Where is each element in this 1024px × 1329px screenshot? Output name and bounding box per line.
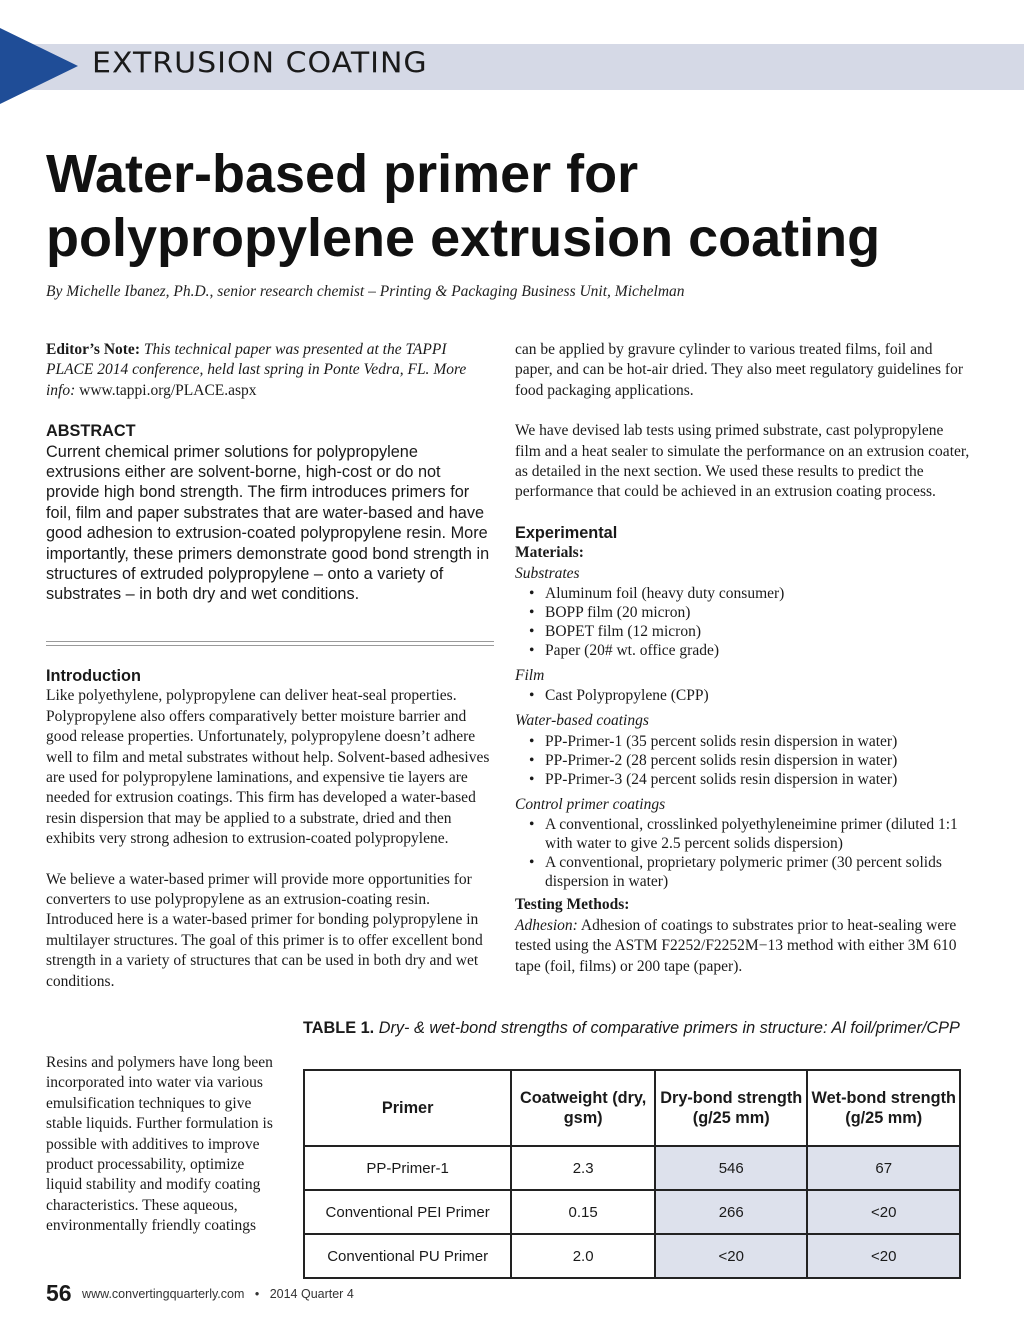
introduction-section [46, 666, 494, 992]
column-header: Coatweight (dry, gsm) [511, 1070, 655, 1146]
column-header: Primer [304, 1070, 511, 1146]
introduction-paragraph-1: Like polyethylene, polypropylene can deliver heat-seal properties. Polypropylene also offers comparatively better moisture barrier and good release properties. Unfortunately, polypropylene doesn’t adhere well to film and metal substrates without help. Solvent-based adhesives are used for polypropylene laminations, and expensive tie layers are needed for extrusion coatings. This firm has developed a water-based resin dispersion that may be applied to a substrate, dried and then exhibits very strong adhesion to extrusion-coated polypropylene. [46, 687, 490, 848]
table-row [304, 1146, 960, 1190]
editors-note [46, 340, 494, 401]
list-item: • Aluminum foil (heavy duty consumer) [545, 584, 970, 603]
table-caption-label: TABLE 1. [303, 1019, 375, 1037]
list-item: • BOPET film (12 micron) [545, 622, 970, 641]
list-item: • A conventional, proprietary polymeric primer (30 percent solids dispersion in water) [545, 853, 970, 891]
editors-note-text: This technical paper was presented at the TAPPI PLACE 2014 conference, held last spring in Ponte Vedra, FL. [46, 341, 447, 379]
list-item: • Paper (20# wt. office grade) [545, 641, 970, 660]
experimental-heading: Experimental [515, 523, 618, 542]
table-caption [303, 1018, 973, 1038]
footer-issue: 2014 Quarter 4 [269, 1286, 354, 1301]
table-caption-text: Dry- & wet-bond strengths of comparative primers in structure: Al foil/primer/CPP [378, 1019, 960, 1037]
materials-label: Materials: [515, 544, 584, 562]
control-label: Control primer coatings [515, 795, 666, 813]
more-info-label: More info: [46, 361, 467, 399]
list-item: • Cast Polypropylene (CPP) [545, 686, 970, 705]
film-label: Film [515, 667, 545, 685]
footer-site[interactable]: www.convertingquarterly.com [82, 1286, 245, 1301]
water-based-label: Water-based coatings [515, 712, 649, 730]
introduction-heading: Introduction [46, 667, 141, 685]
abstract-heading: ABSTRACT [46, 422, 136, 441]
list-item: • PP-Primer-3 (24 percent solids resin dispersion in water) [545, 770, 970, 789]
section-title: EXTRUSION COATING [92, 46, 428, 81]
adhesion-label: Adhesion: [515, 916, 578, 934]
introduction-paragraph-3: Resins and polymers have long been incorporated into water via various emulsification techniques to give stable liquids. Further formulation is possible with additives to improve product processability, optimize liquid stability and modify coating characteristics. These aqueous, environmentally friendly coatings [46, 1054, 273, 1235]
byline: By Michelle Ibanez, Ph.D., senior research chemist – Printing & Packaging Business Unit, Michelman [46, 283, 685, 300]
table-cell: PP-Primer-1 [304, 1146, 511, 1190]
adhesion-paragraph [515, 916, 970, 977]
divider [46, 641, 494, 646]
editors-note-label: Editor’s Note: [46, 341, 140, 358]
title-line-1: Water-based primer for [46, 144, 639, 204]
table-cell: <20 [807, 1234, 960, 1278]
footer-bullet: • [254, 1286, 260, 1301]
introduction-paragraph-3-block [46, 1053, 282, 1237]
bond-strength-table [303, 1069, 961, 1279]
table-cell: 266 [655, 1190, 808, 1234]
table-cell: <20 [655, 1234, 808, 1278]
table-cell: 546 [655, 1146, 808, 1190]
right-paragraph-1: can be applied by gravure cylinder to various treated films, foil and paper, and can be hot-air dried. They also meet regulatory guidelines for food packaging applications. [515, 341, 963, 399]
table-header-row [304, 1070, 960, 1146]
list-item: • PP-Primer-1 (35 percent solids resin dispersion in water) [545, 732, 970, 751]
table-row [304, 1234, 960, 1278]
water-based-list [515, 732, 970, 789]
left-column [46, 340, 494, 605]
film-list [515, 686, 970, 705]
arrow-icon [0, 28, 78, 104]
list-item: • PP-Primer-2 (28 percent solids resin dispersion in water) [545, 751, 970, 770]
page-number: 56 [46, 1280, 72, 1306]
table-cell: <20 [807, 1190, 960, 1234]
right-column [515, 340, 970, 977]
more-info-link[interactable]: www.tappi.org/PLACE.aspx [79, 381, 257, 399]
page-title [46, 142, 996, 270]
abstract-text: Current chemical primer solutions for polypropylene extrusions either are solvent-borne, high-cost or do not provide high bond strength. The firm introduces primers for foil, film and paper substrates that are water-based and have good adhesion to extrusion-coated polypropylene resin. More importantly, these primers demonstrate good bond strength in structures of extruded polypropylene – onto a variety of substrates – in both dry and wet conditions. [46, 442, 490, 604]
table-cell: Conventional PU Primer [304, 1234, 511, 1278]
list-item: • BOPP film (20 micron) [545, 603, 970, 622]
table-cell: 2.3 [511, 1146, 655, 1190]
list-item: • A conventional, crosslinked polyethyleneimine primer (diluted 1:1 with water to give 2.5 percent solids dispersion) [545, 815, 970, 853]
page-footer [46, 1280, 354, 1307]
testing-methods-label: Testing Methods: [515, 896, 630, 914]
table-cell: 0.15 [511, 1190, 655, 1234]
introduction-paragraph-2: We believe a water-based primer will provide more opportunities for converters to use polypropylene as an extrusion-coating resin. Introduced here is a water-based primer for bonding polypropylene in multilayer structures. The goal of this primer is to offer excellent bond strength in a variety of structures that can be used in both dry and wet conditions. [46, 870, 483, 990]
table-row [304, 1190, 960, 1234]
table-cell: 2.0 [511, 1234, 655, 1278]
control-list [515, 815, 970, 891]
column-header: Dry-bond strength (g/25 mm) [655, 1070, 808, 1146]
adhesion-text: Adhesion of coatings to substrates prior to heat-sealing were tested using the ASTM F2252/F2252M−13 method with either 3M 610 tape (foil, films) or 200 tape (paper). [515, 916, 957, 975]
substrates-list [515, 584, 970, 660]
table-cell: Conventional PEI Primer [304, 1190, 511, 1234]
right-paragraph-2: We have devised lab tests using primed substrate, cast polypropylene film and a heat sealer to simulate the performance on an extrusion coater, as detailed in the next section. We used these results to predict the performance that could be achieved in an extrusion coating process. [515, 422, 970, 501]
title-line-2: polypropylene extrusion coating [46, 208, 881, 268]
column-header: Wet-bond strength (g/25 mm) [807, 1070, 960, 1146]
table-cell: 67 [807, 1146, 960, 1190]
substrates-label: Substrates [515, 564, 580, 582]
